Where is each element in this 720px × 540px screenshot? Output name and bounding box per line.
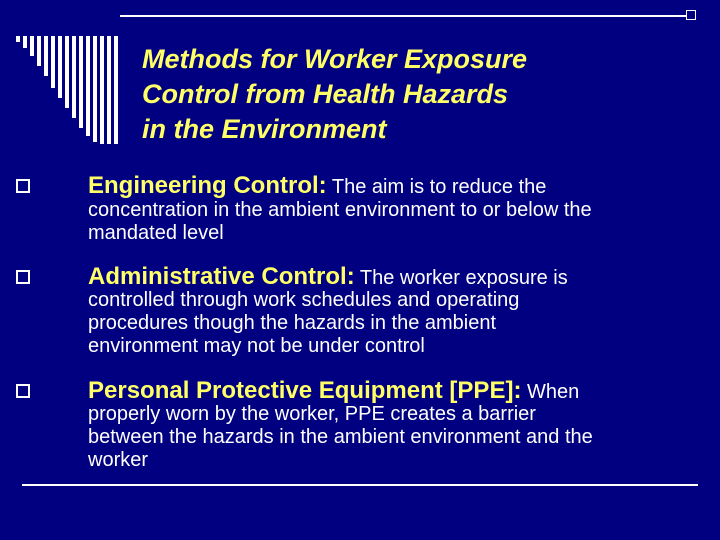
title-line: in the Environment [142,114,387,144]
bullet-lead-text: When [521,381,580,403]
title-line: Control from Health Hazards [142,79,509,109]
square-bullet-icon [16,384,30,398]
square-bullet-icon [16,179,30,193]
bullet-body-line: worker [88,449,149,471]
bullet-body-line: controlled through work schedules and operating [88,289,520,311]
bullet-body-line: procedures though the hazards in the ambient [88,312,497,334]
square-bullet-icon [16,270,30,284]
bullet-heading: Engineering Control: [88,172,327,199]
bullet-heading: Personal Protective Equipment [PPE]: [88,377,522,404]
bullet-body-line: mandated level [88,222,224,244]
decorative-stripes [16,36,136,146]
bullet-body-line: environment may not be under control [88,335,425,357]
bullet-body [88,289,698,358]
bullet-first-line [88,377,579,405]
bullet-first-line [88,263,568,291]
divider-end-square [686,10,696,20]
bullet-body-line: concentration in the ambient environment to or below the [88,199,592,221]
bullet-body-line: between the hazards in the ambient environment and the [88,426,593,448]
slide-title [142,42,662,147]
bullet-body [88,199,698,245]
bottom-divider [22,484,698,486]
bullet-body-line: properly worn by the worker, PPE creates a barrier [88,403,536,425]
bullet-lead-text: The aim is to reduce the [326,176,547,198]
bullet-body [88,403,698,472]
bullet-heading: Administrative Control: [88,263,355,290]
title-line: Methods for Worker Exposure [142,44,528,74]
bullet-first-line [88,172,546,200]
bullet-lead-text: The worker exposure is [354,267,568,289]
top-divider [120,15,690,17]
